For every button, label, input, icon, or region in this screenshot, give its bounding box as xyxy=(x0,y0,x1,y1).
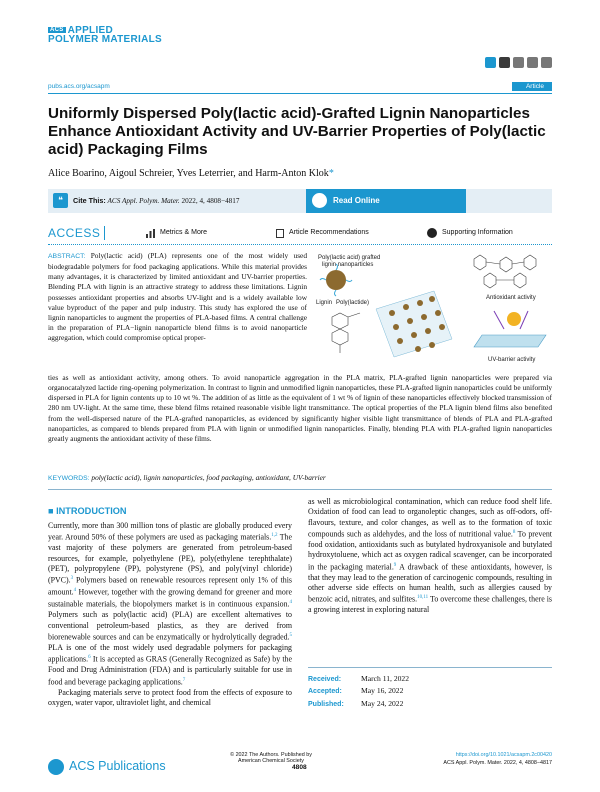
intro-text: To prevent food oxidation, antioxidants such as butylated hydroxyanisole and butylated hydroxytoluene, which act as oxygen radical scavenger, can be incorporated in the packaging material. xyxy=(308,529,552,572)
authors xyxy=(48,168,334,179)
copyright xyxy=(218,752,324,765)
access-rule xyxy=(48,244,552,245)
cite-label: Cite This: xyxy=(73,196,106,205)
published-row xyxy=(308,698,552,710)
intro-text: A drawback of these antioxidants, however, is that they may lead to the generation of carcinogenic compounds, resulting in other adverse side effects on human health, such as allergies caused by benzoic acid, nitrates, and sulfites. xyxy=(308,562,552,604)
nd-icon xyxy=(541,57,552,68)
received-row xyxy=(308,673,552,685)
reference-link[interactable]: 5 xyxy=(289,632,292,638)
intro-text: as well as microbiological contamination, which can reduce food shelf life. Oxidation of food can lead to organoleptic changes, such as off-odors, off-flavours, texture, and color changes, as well as to the formation of toxic compounds such as aldehydes, and the loss of nutritional value. xyxy=(308,497,552,539)
toc-lignin: Lignin xyxy=(316,300,333,306)
toc-graphic xyxy=(314,249,550,369)
received-date: March 11, 2022 xyxy=(361,674,410,683)
reference-link[interactable]: 7 xyxy=(182,677,186,683)
keywords-label: KEYWORDS: xyxy=(48,475,90,482)
cite-icon[interactable]: ❝ xyxy=(53,193,68,208)
corresponding-author-mark: * xyxy=(328,168,334,179)
publication-dates xyxy=(308,673,552,710)
acs-publications-logo[interactable]: ACS Publications xyxy=(69,759,166,773)
reference-link[interactable]: 8 xyxy=(512,530,516,536)
toc-polylactide: Poly(lactide) xyxy=(336,300,370,306)
nanoparticle-icon xyxy=(326,270,346,290)
cite-details: 2022, 4, 4808−4817 xyxy=(181,197,240,205)
supporting-info-icon[interactable] xyxy=(427,228,437,238)
intro-text: Currently, more than 300 million tons of plastic are globally produced every year. Around 50% of these polymers are used as packaging materials. xyxy=(48,521,292,542)
intro-text: Polymers such as poly(lactic acid) (PLA) are excellent alternatives to conventional petroleum-based plastics, as they are derived from biorenewable sources and can be enzymatically or hydrolytically degraded. xyxy=(48,610,292,642)
reference-link[interactable]: 1,2 xyxy=(271,533,278,539)
recommendations-link[interactable]: Article Recommendations xyxy=(289,229,369,236)
access-label: ACCESS xyxy=(48,226,101,240)
metrics-link[interactable]: Metrics & More xyxy=(160,229,208,236)
author-list: Alice Boarino, Aigoul Schreier, Yves Leterrier, and Harm-Anton Klok xyxy=(48,168,329,179)
read-online-icon[interactable] xyxy=(312,193,327,208)
intro-paragraph-right xyxy=(308,497,552,616)
toc-heading-1: Poly(lactic acid) grafted xyxy=(318,255,381,261)
open-access-icon xyxy=(485,57,496,68)
supporting-info-link[interactable]: Supporting Information xyxy=(442,229,513,236)
cc-icon xyxy=(499,57,510,68)
intro-text: Polymers based on renewable resources represent only 1% of this amount. xyxy=(48,575,292,597)
journal-logo[interactable] xyxy=(48,26,162,44)
reference-link[interactable]: 4 xyxy=(73,588,77,594)
intro-text: It is accepted as GRAS (Generally Recognized as Safe) by the Food and Drug Administration (FDA) and is particularly suitable for use in food and beverage packaging applications. xyxy=(48,654,292,687)
acs-badge: ACS xyxy=(50,27,64,33)
toc-uv-barrier: UV-barrier activity xyxy=(488,357,536,363)
published-label: Published: xyxy=(308,700,344,708)
page-number: 4808 xyxy=(292,764,307,771)
access-divider xyxy=(104,226,105,240)
journal-line2: POLYMER MATERIALS xyxy=(48,34,162,45)
keywords xyxy=(48,473,552,482)
reference-link[interactable]: 10,11 xyxy=(417,595,429,601)
accepted-date: May 16, 2022 xyxy=(361,686,404,696)
intro-right-column xyxy=(308,497,552,616)
citation xyxy=(73,196,239,205)
film-icon xyxy=(474,335,546,347)
footer-citation: ACS Appl. Polym. Mater. 2022, 4, 4808−4817 xyxy=(443,759,552,766)
acs-publications-logo-icon[interactable] xyxy=(48,759,64,775)
reference-link[interactable]: 9 xyxy=(393,562,397,568)
intro-paragraph-1 xyxy=(48,521,292,688)
accepted-row xyxy=(308,685,552,697)
reference-link[interactable]: 4 xyxy=(289,600,292,606)
intro-paragraph-2: Packaging materials serve to protect food from the effects of exposure to oxygen, water vapor, ultraviolet light, and chemical xyxy=(48,687,292,707)
recommendations-icon[interactable] xyxy=(276,229,284,238)
metrics-icon[interactable] xyxy=(146,229,155,238)
abstract-label: ABSTRACT: xyxy=(48,253,86,260)
copyright-line1: © 2022 The Authors. Published by xyxy=(230,752,312,758)
reference-link[interactable]: 6 xyxy=(88,655,91,661)
introduction-heading: ■ INTRODUCTION xyxy=(48,506,127,516)
intro-left-column xyxy=(48,521,292,708)
copyright-line2: American Chemical Society xyxy=(238,758,304,765)
accepted-label: Accepted: xyxy=(308,688,342,696)
keywords-text: poly(lactic acid), lignin nanoparticles, food packaging, antioxidant, UV-barrier xyxy=(91,473,326,482)
read-online-label[interactable]: Read Online xyxy=(333,196,380,205)
published-date: May 24, 2022 xyxy=(361,698,404,708)
dates-rule xyxy=(308,667,552,668)
intro-text: However, together with the growing demand for greener and more sustainable materials, the biopolymers market is in continuous expansion. xyxy=(48,587,292,609)
abstract-end-rule xyxy=(48,489,552,490)
read-online-button[interactable] xyxy=(306,189,466,213)
sun-icon xyxy=(507,312,521,326)
by-icon xyxy=(513,57,524,68)
abstract-text-top: Poly(lactic acid) (PLA) represents one of the most widely used biodegradable polymers for food packaging applications. While this material provides many advantages, it is characterized by limited antioxidant and UV-barrier properties. Blending PLA with lignin is an attractive strategy to address these limitations. Lignin possesses antioxidant properties and absorbs UV-light and is a widely available low value byproduct of the paper and pulp industry. This study has explored the use of lignin nanoparticles to augment the properties of PLA-based films. A central challenge in the preparation of PLA−lignin nanoparticle blend films is to avoid nanoparticle aggregation, which could compromise optical proper- xyxy=(48,251,307,343)
article-title: Uniformly Dispersed Poly(lactic acid)-Grafted Lignin Nanoparticles Enhance Antioxidant Activity and UV-Barrier Properties of Poly(lactic acid) Packaging Films xyxy=(48,105,546,158)
site-url[interactable]: pubs.acs.org/acsapm xyxy=(48,83,110,90)
toc-antioxidant: Antioxidant activity xyxy=(486,295,536,301)
intro-text: The vast majority of these polymers are generated from petroleum-based resources, for example, polyethylene (PE), poly(ethylene terephthalate) (PET), polypropylene (PP), polystyrene (PS), and poly(vinyl chloride) (PVC). xyxy=(48,532,292,585)
journal-line1: APPLIED xyxy=(67,25,114,36)
nc-icon xyxy=(527,57,538,68)
toc-heading-2: lignin nanoparticles xyxy=(322,262,374,268)
article-type-tag: Article xyxy=(512,82,552,91)
reference-link[interactable]: 3 xyxy=(70,576,74,582)
abstract-text-bottom: ties as well as antioxidant activity, among others. To avoid nanoparticle aggregation in the PLA matrix, PLA-grafted lignin nanoparticles were prepared via organocatalyzed lactide ring-opening polymerization. In contrast to lignin and unmodified lignin nanoparticles, these PLA-grafted lignin nanoparticles could be uniformly dispersed in PLA for lignin contents up to 10 wt %. The addition of as little as the equivalent of 1 wt % of lignin of these nanoparticles effectively blocked transmission of 280 nm UV-light. At the same time, these blend films retained reasonable visible light transmittance. The optical properties of the PLA lignin blend films also benefited from the well-dispersed nature of the PLA-grafted nanoparticles, as evidenced by significantly higher visible light transmittance of blends of PLA and PLA-grafted nanoparticles, as compared to blends prepared from PLA with lignin or unmodified lignin nanoparticles. Finally, blending PLA with PLA-grafted lignin nanoparticles greatly augments the antioxidant activity of these films. xyxy=(48,373,552,443)
intro-text: PLA is one of the most widely used degradable polymers for packaging applications. xyxy=(48,642,292,664)
cite-journal: ACS Appl. Polym. Mater. xyxy=(107,197,180,205)
abstract-part1 xyxy=(48,251,307,343)
doi-block xyxy=(443,752,552,767)
header-rule xyxy=(48,93,552,94)
access-icons xyxy=(485,57,552,68)
doi-link[interactable]: https://doi.org/10.1021/acsapm.2c00420 xyxy=(455,752,552,758)
intro-text: To overcome these challenges, there is a growing interest in exploring natural xyxy=(308,594,552,615)
received-label: Received: xyxy=(308,676,342,683)
